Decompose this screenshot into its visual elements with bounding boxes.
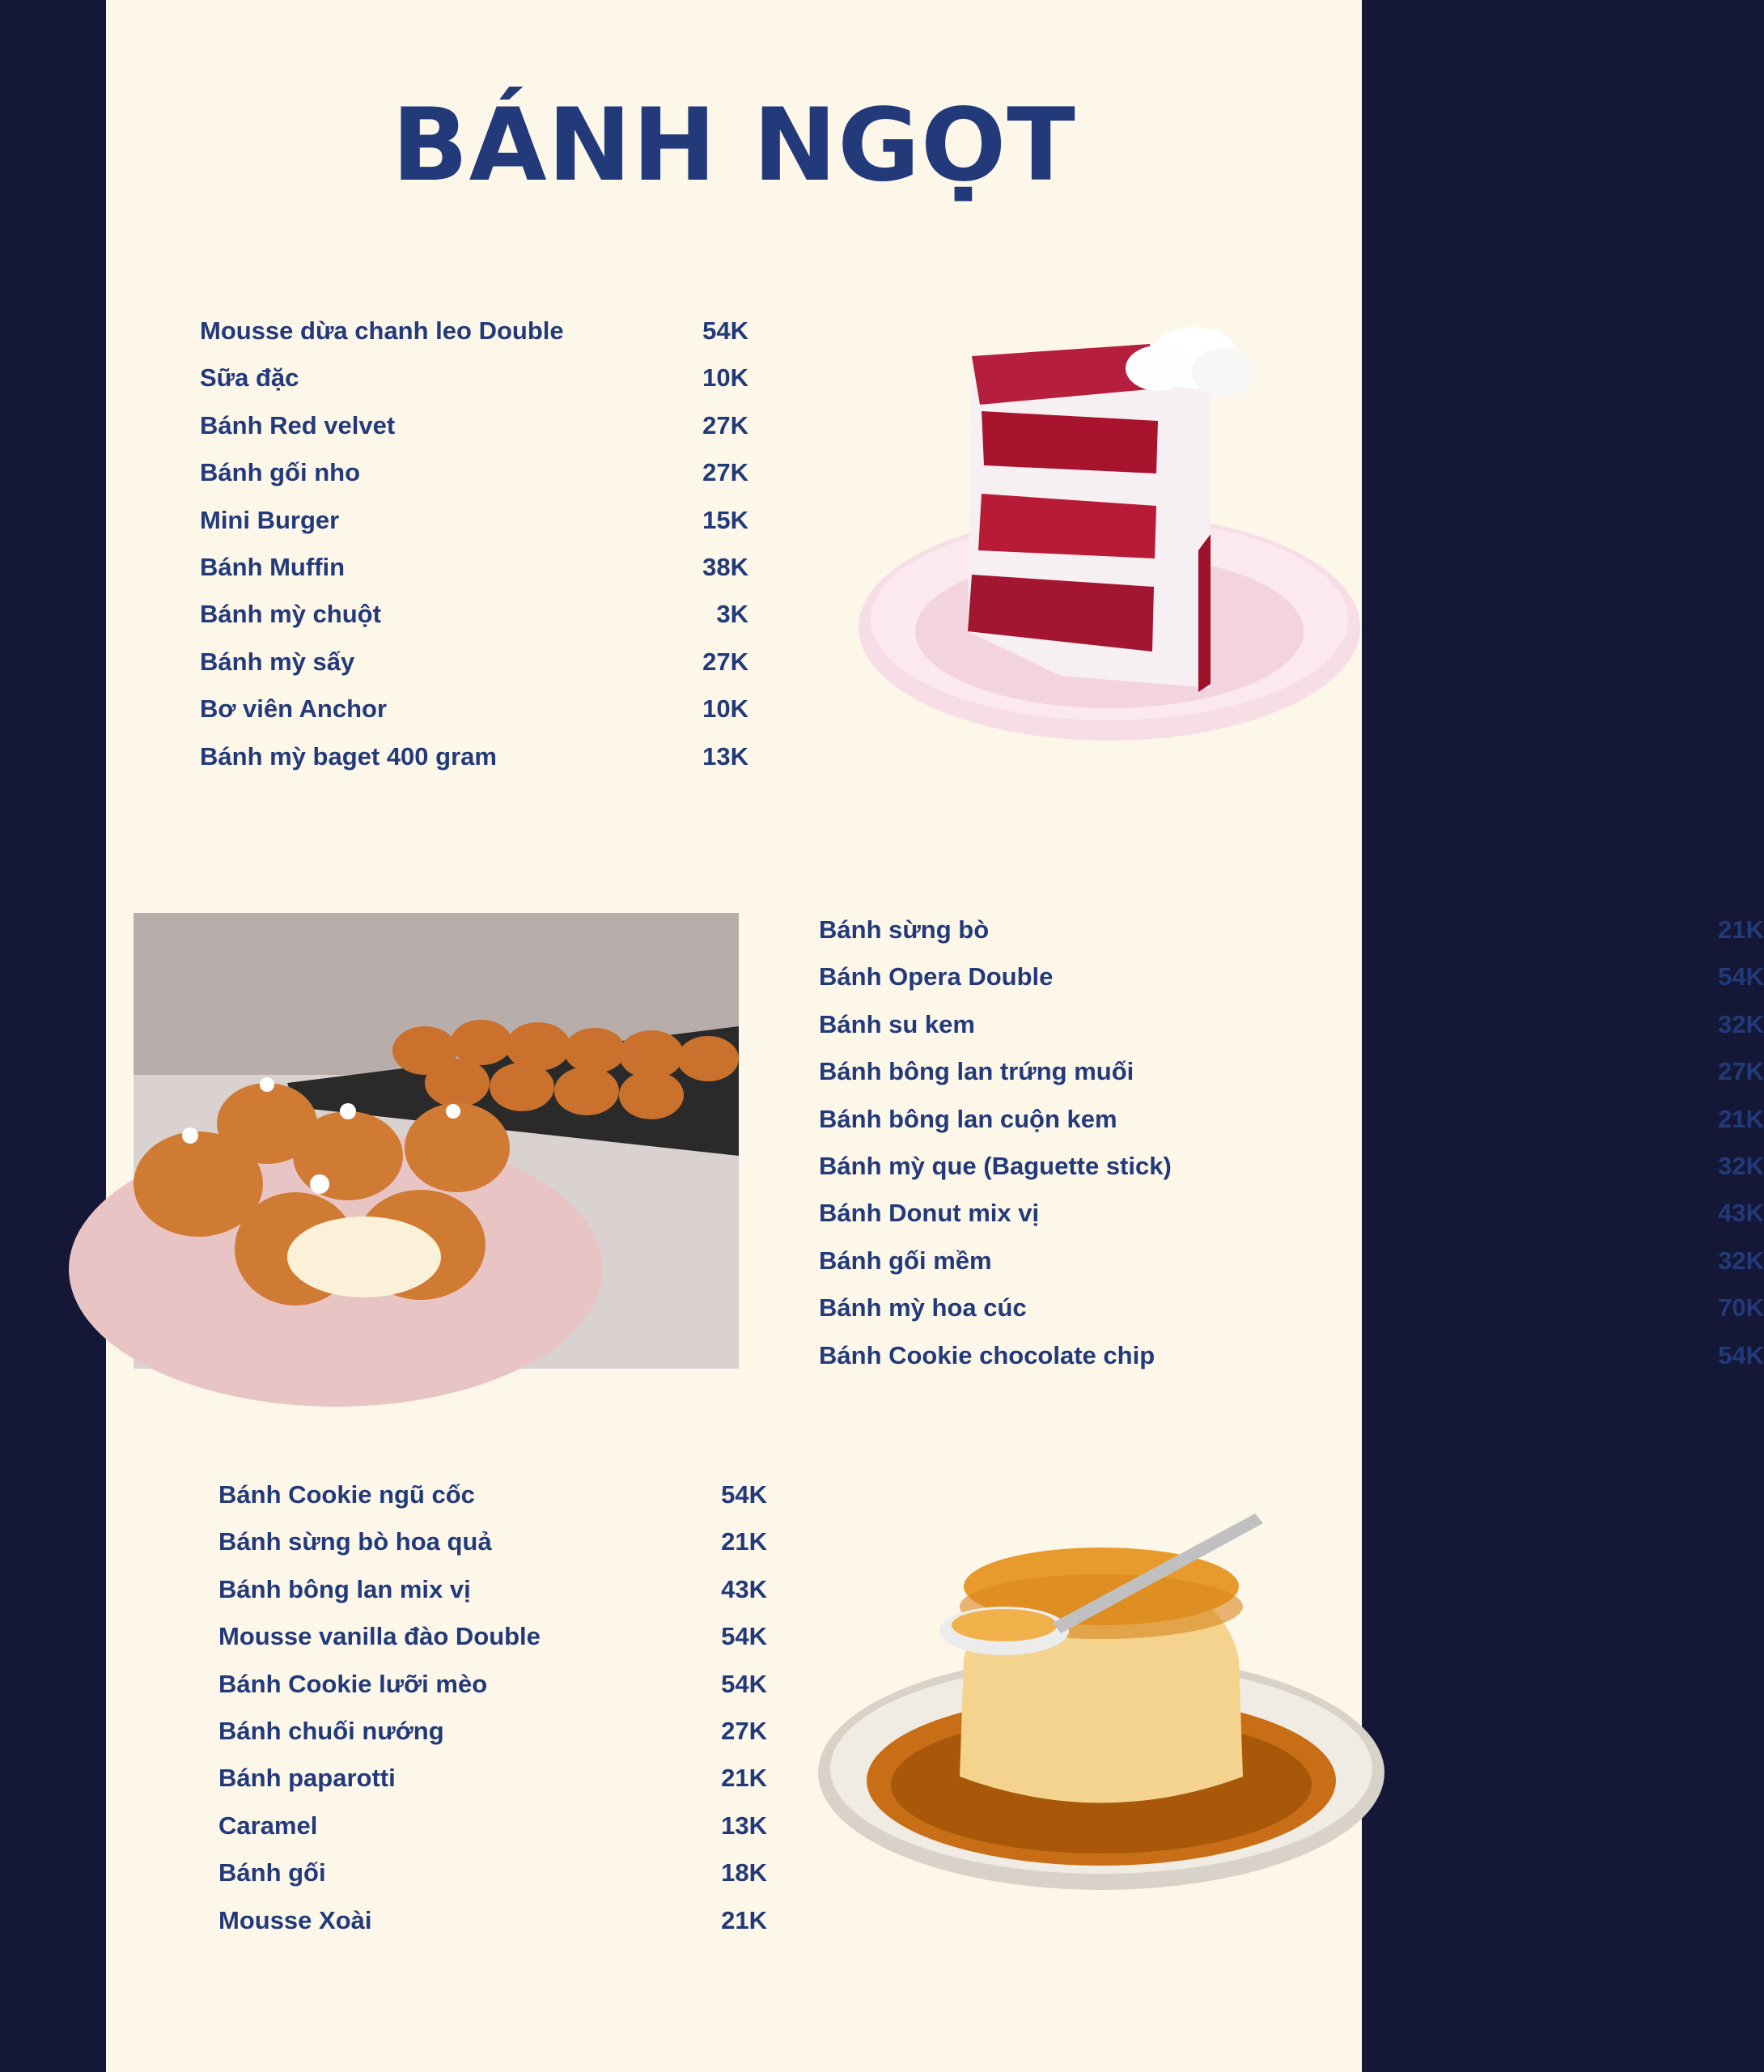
menu-list-2	[819, 914, 1764, 1383]
item-name: Bánh Donut mix vị	[819, 1199, 1040, 1227]
item-name: Caramel	[218, 1811, 318, 1840]
item-name: Bánh mỳ chuột	[200, 600, 381, 628]
item-price: 27K	[702, 648, 748, 676]
item-price: 43K	[721, 1575, 767, 1603]
item-price: 15K	[702, 506, 748, 534]
item-name: Sữa đặc	[200, 363, 299, 392]
item-name: Mousse dừa chanh leo Double	[200, 316, 564, 345]
item-price: 27K	[721, 1717, 767, 1745]
item-price: 32K	[1718, 1152, 1764, 1180]
item-name: Bánh mỳ baget 400 gram	[200, 742, 497, 771]
item-price: 18K	[721, 1858, 767, 1887]
item-price: 54K	[702, 316, 748, 345]
cream-puff-image	[134, 913, 739, 1369]
menu-page	[106, 0, 1764, 2072]
item-price: 10K	[702, 694, 748, 723]
item-name: Bánh gối mềm	[819, 1246, 992, 1275]
item-price: 21K	[721, 1764, 767, 1792]
item-name: Bánh bông lan trứng muối	[819, 1057, 1134, 1085]
item-price: 54K	[721, 1622, 767, 1650]
item-name: Bánh su kem	[819, 1010, 975, 1038]
menu-list-3	[218, 1479, 767, 1948]
item-name: Bánh bông lan mix vị	[218, 1575, 471, 1603]
item-price: 10K	[702, 363, 748, 392]
item-name: Bánh bông lan cuộn kem	[819, 1105, 1117, 1133]
item-name: Bánh sừng bò hoa quả	[218, 1527, 492, 1556]
item-price: 27K	[702, 411, 748, 439]
item-name: Bánh Cookie chocolate chip	[819, 1341, 1156, 1369]
item-price: 27K	[1718, 1057, 1764, 1085]
item-price: 54K	[1718, 1341, 1764, 1369]
item-price: 43K	[1718, 1199, 1764, 1227]
item-price: 54K	[1718, 962, 1764, 991]
item-name: Bánh Opera Double	[819, 962, 1054, 991]
item-name: Mousse Xoài	[218, 1906, 372, 1934]
item-price: 3K	[716, 600, 748, 628]
item-price: 13K	[702, 742, 748, 771]
page-title: BÁNH NGỌT	[392, 87, 1076, 204]
caramel-flan-image	[737, 1489, 1401, 1926]
item-name: Bơ viên Anchor	[200, 694, 388, 723]
item-price: 21K	[1718, 1105, 1764, 1133]
item-price: 27K	[702, 458, 748, 486]
item-name: Bánh Muffin	[200, 553, 346, 581]
menu-list-1	[200, 315, 748, 784]
item-name: Bánh mỳ que (Baguette stick)	[819, 1152, 1172, 1180]
item-price: 21K	[721, 1527, 767, 1556]
item-price: 54K	[721, 1670, 767, 1698]
item-price: 38K	[702, 553, 748, 581]
item-name: Bánh Cookie ngũ cốc	[218, 1480, 475, 1509]
item-name: Bánh Red velvet	[200, 411, 396, 439]
item-name: Mousse vanilla đào Double	[218, 1622, 541, 1650]
item-price: 21K	[1718, 915, 1764, 944]
item-price: 54K	[721, 1480, 767, 1509]
item-price: 32K	[1718, 1010, 1764, 1038]
item-price: 70K	[1718, 1293, 1764, 1322]
item-price: 32K	[1718, 1246, 1764, 1275]
item-name: Bánh mỳ sấy	[200, 648, 355, 676]
item-name: Bánh Cookie lưỡi mèo	[218, 1670, 488, 1698]
item-price: 13K	[721, 1811, 767, 1840]
item-name: Bánh paparotti	[218, 1764, 396, 1792]
item-name: Bánh chuối nướng	[218, 1717, 444, 1745]
item-name: Bánh gối nho	[200, 458, 361, 486]
red-velvet-cake-image	[770, 308, 1368, 785]
item-name: Bánh gối	[218, 1858, 326, 1887]
item-price: 21K	[721, 1906, 767, 1934]
item-name: Bánh sừng bò	[819, 915, 990, 944]
item-name: Mini Burger	[200, 506, 340, 534]
item-name: Bánh mỳ hoa cúc	[819, 1293, 1027, 1322]
